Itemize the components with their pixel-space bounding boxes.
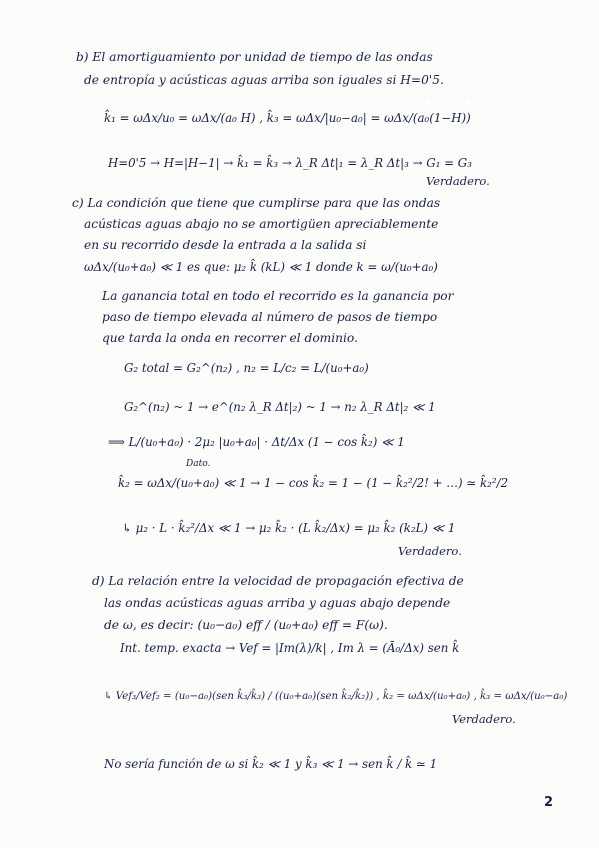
section-c-equation-4: k̂₂ = ωΔx/(u₀+a₀) ≪ 1 → 1 − cos k̂₂ = 1 − (1 − k̂₂²/2! + …) ≃ k̂₂²/2: [118, 476, 509, 490]
section-c-para-1: La ganancia total en todo el recorrido es la ganancia por: [102, 289, 454, 303]
section-c-equation-2: G₂^(n₂) ~ 1 → e^(n₂ λ_R Δt|₂) ~ 1 → n₂ λ_R Δt|₂ ≪ 1: [124, 400, 436, 414]
section-c-para-2: paso de tiempo elevada al número de pasos de tiempo: [102, 310, 438, 324]
section-d-equation-1: Int. temp. exacta → Vef = |Im(λ)/k| , Im λ = (Ā₀/Δx) sen k̂: [120, 641, 460, 655]
section-d-line-2: las ondas acústicas aguas arriba y aguas abajo depende: [104, 596, 451, 610]
section-c-verdict: Verdadero.: [398, 544, 462, 558]
dato-label: Dato.: [186, 459, 211, 469]
section-c-equation-1: G₂ total = G₂^(n₂) , n₂ = L/c₂ = L/(u₀+a₀): [124, 361, 369, 375]
section-c-equation-3: ⟹ L/(u₀+a₀) · 2μ₂ |u₀+a₀| · Δt/Δx (1 − cos k̂₂) ≪ 1: [108, 435, 405, 449]
section-d-conclusion: No sería función de ω si k̂₂ ≪ 1 y k̂₃ ≪ 1 → sen k̂ / k̂ ≃ 1: [104, 757, 438, 771]
bleed-through: · · · · · · · · · · · ·: [412, 94, 478, 104]
section-c-para-3: que tarda la onda en recorrer el dominio.: [102, 331, 358, 345]
section-c-condition: ωΔx/(u₀+a₀) ≪ 1 es que: μ₂ k̂ (kL) ≪ 1 donde k = ω/(u₀+a₀): [84, 260, 438, 274]
section-b-equation-1: k̂₁ = ωΔx/u₀ = ωΔx/(a₀ H) , k̂₃ = ωΔx/|u₀−a₀| = ωΔx/(a₀(1−H)): [104, 111, 471, 125]
section-d-line-1: d) La relación entre la velocidad de propagación efectiva de: [92, 574, 464, 588]
section-b-line-1: b) El amortiguamiento por unidad de tiempo de las ondas: [76, 50, 433, 64]
section-d-equation-2: ↳ Vef₃/Vef₂ = (u₀−a₀)(sen k̂₃/k̂₃) / ((u₀+a₀)(sen k̂₂/k̂₂)) , k̂₂ = ωΔx/(u₀+a₀) , k̂₃ = ωΔx/(u₀−a₀): [104, 691, 568, 702]
page-number: 2: [544, 795, 554, 810]
section-b-line-2: de entropía y acústicas aguas arriba son iguales si H=0'5.: [84, 73, 444, 87]
section-c-line-1: c) La condición que tiene que cumplirse para que las ondas: [72, 196, 441, 210]
section-d-line-3: de ω, es decir: (u₀−a₀) eff / (u₀+a₀) eff = F(ω).: [104, 618, 388, 632]
section-d-verdict: Verdadero.: [452, 712, 516, 726]
section-b-verdict: Verdadero.: [426, 174, 490, 188]
section-c-equation-5: ↳ μ₂ · L · k̂₂²/Δx ≪ 1 → μ₂ k̂₂ · (L k̂₂/Δx) = μ₂ k̂₂ (k₂L) ≪ 1: [122, 521, 456, 535]
section-c-line-3: en su recorrido desde la entrada a la salida si: [84, 238, 367, 252]
section-b-equation-2: H=0'5 → H=|H−1| → k̂₁ = k̂₃ → λ_R Δt|₁ = λ_R Δt|₃ → G₁ = G₃: [108, 156, 472, 170]
section-c-line-2: acústicas aguas abajo no se amortigüen apreciablemente: [84, 217, 439, 231]
